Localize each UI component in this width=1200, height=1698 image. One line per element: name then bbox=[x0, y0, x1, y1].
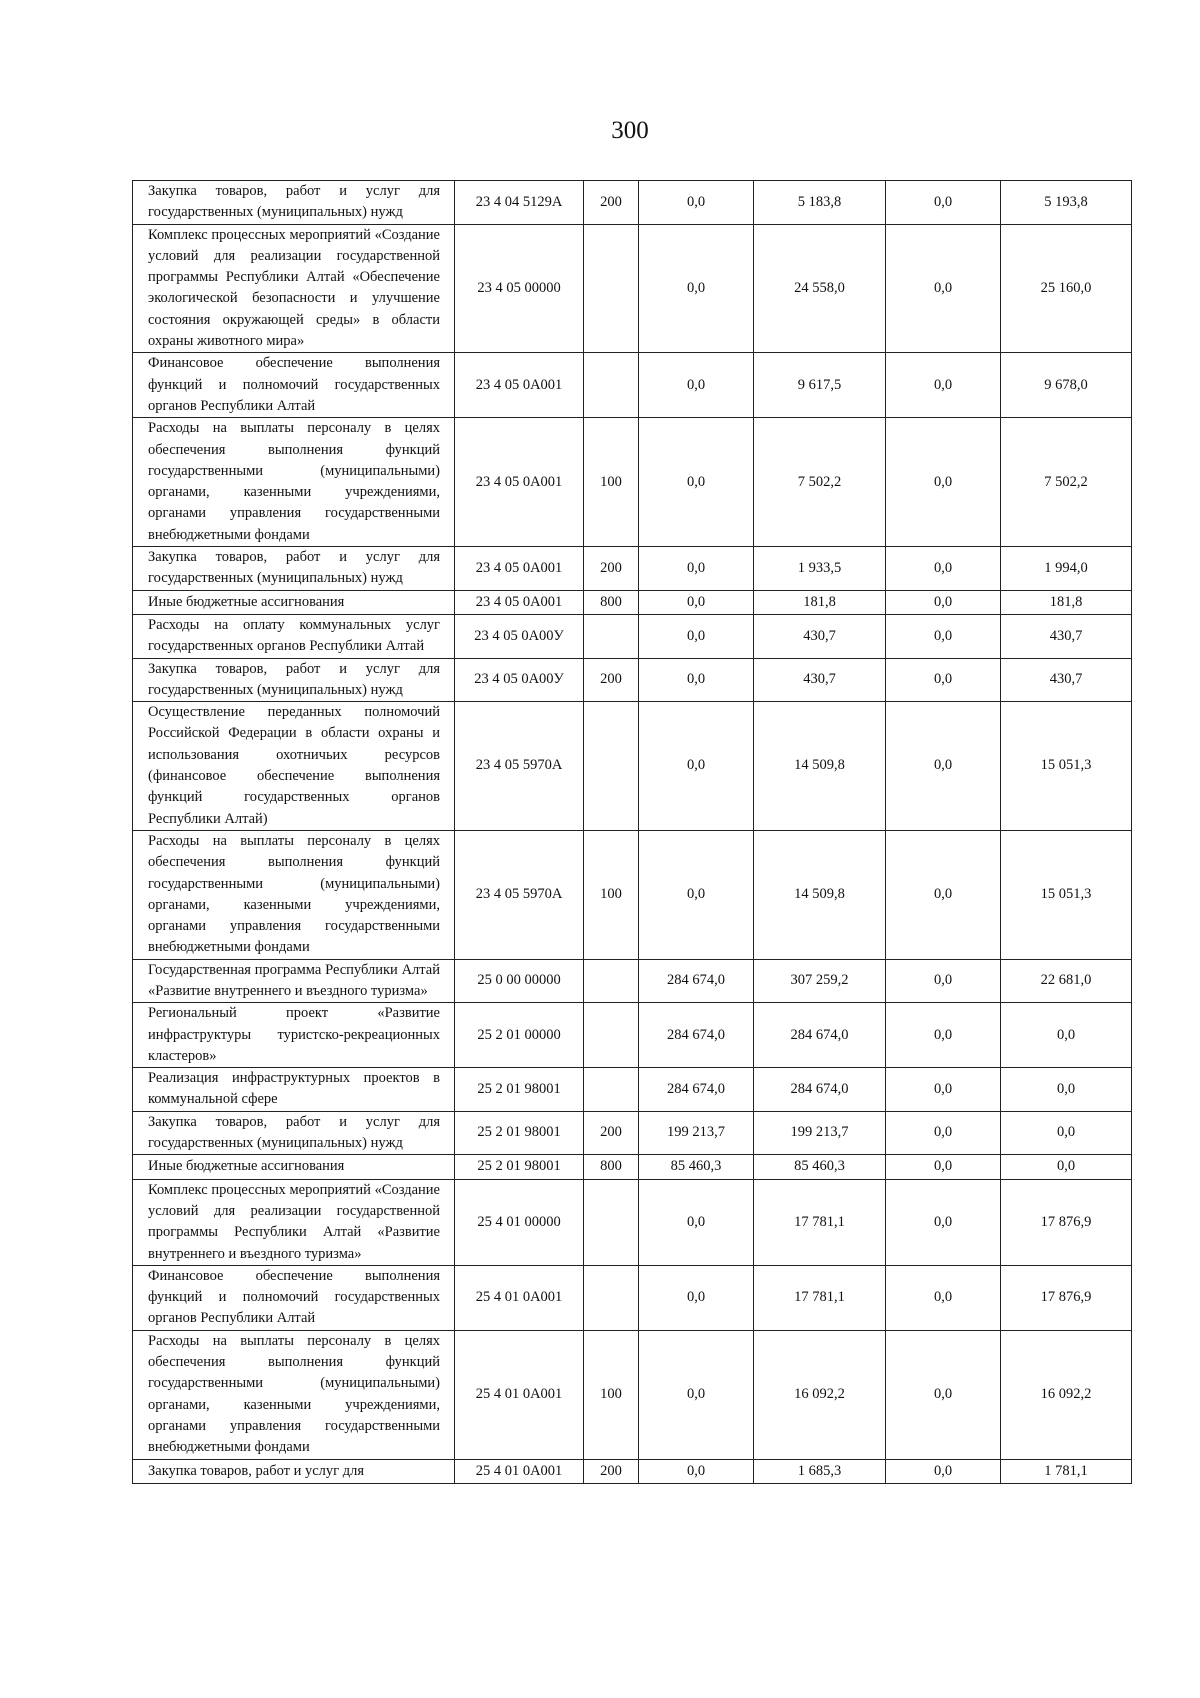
cell-name: Закупка товаров, работ и услуг для государственных (муниципальных) нужд bbox=[133, 547, 455, 591]
cell-name: Закупка товаров, работ и услуг для bbox=[133, 1459, 455, 1483]
cell-amount-1: 0,0 bbox=[639, 547, 754, 591]
cell-expense-type: 200 bbox=[584, 547, 639, 591]
cell-expense-type bbox=[584, 1265, 639, 1330]
cell-amount-3: 0,0 bbox=[886, 1459, 1001, 1483]
cell-expense-type: 100 bbox=[584, 1330, 639, 1459]
cell-amount-1: 284 674,0 bbox=[639, 959, 754, 1003]
table-row bbox=[133, 590, 1132, 614]
cell-expense-type bbox=[584, 1003, 639, 1068]
cell-expense-type bbox=[584, 1179, 639, 1265]
table-row bbox=[133, 1179, 1132, 1265]
cell-amount-1: 0,0 bbox=[639, 224, 754, 353]
cell-amount-3: 0,0 bbox=[886, 418, 1001, 547]
cell-target-code: 25 2 01 00000 bbox=[455, 1003, 584, 1068]
cell-target-code: 25 2 01 98001 bbox=[455, 1155, 584, 1179]
cell-target-code: 25 4 01 0А001 bbox=[455, 1459, 584, 1483]
cell-amount-1: 0,0 bbox=[639, 181, 754, 225]
cell-expense-type bbox=[584, 959, 639, 1003]
cell-amount-1: 0,0 bbox=[639, 1459, 754, 1483]
cell-amount-1: 0,0 bbox=[639, 418, 754, 547]
budget-table bbox=[132, 180, 1132, 1484]
cell-target-code: 23 4 05 0А001 bbox=[455, 353, 584, 418]
cell-amount-4: 0,0 bbox=[1001, 1155, 1132, 1179]
cell-amount-3: 0,0 bbox=[886, 353, 1001, 418]
cell-amount-4: 7 502,2 bbox=[1001, 418, 1132, 547]
cell-name: Региональный проект «Развитие инфраструктуры туристско-рекреационных кластеров» bbox=[133, 1003, 455, 1068]
table-row bbox=[133, 181, 1132, 225]
cell-target-code: 23 4 05 5970А bbox=[455, 830, 584, 959]
cell-amount-3: 0,0 bbox=[886, 1330, 1001, 1459]
cell-name: Закупка товаров, работ и услуг для государственных (муниципальных) нужд bbox=[133, 181, 455, 225]
cell-amount-2: 284 674,0 bbox=[754, 1003, 886, 1068]
cell-name: Закупка товаров, работ и услуг для государственных (муниципальных) нужд bbox=[133, 1111, 455, 1155]
table-row bbox=[133, 702, 1132, 831]
cell-name: Расходы на выплаты персоналу в целях обеспечения выполнения функций государственными (муниципальными) органами, казенными учреждениями, органами управления государственными внебюджетными фондами bbox=[133, 830, 455, 959]
cell-amount-1: 199 213,7 bbox=[639, 1111, 754, 1155]
cell-target-code: 23 4 04 5129А bbox=[455, 181, 584, 225]
cell-amount-3: 0,0 bbox=[886, 1265, 1001, 1330]
cell-amount-4: 15 051,3 bbox=[1001, 830, 1132, 959]
cell-amount-1: 0,0 bbox=[639, 614, 754, 658]
cell-target-code: 25 2 01 98001 bbox=[455, 1111, 584, 1155]
cell-amount-4: 17 876,9 bbox=[1001, 1179, 1132, 1265]
table-row bbox=[133, 1155, 1132, 1179]
table-row bbox=[133, 1459, 1132, 1483]
cell-name: Иные бюджетные ассигнования bbox=[133, 590, 455, 614]
cell-expense-type: 200 bbox=[584, 181, 639, 225]
cell-amount-1: 284 674,0 bbox=[639, 1003, 754, 1068]
cell-amount-1: 0,0 bbox=[639, 702, 754, 831]
cell-expense-type: 800 bbox=[584, 590, 639, 614]
cell-amount-3: 0,0 bbox=[886, 1068, 1001, 1112]
cell-name: Финансовое обеспечение выполнения функций и полномочий государственных органов Республики Алтай bbox=[133, 1265, 455, 1330]
cell-name: Государственная программа Республики Алтай «Развитие внутреннего и въездного туризма» bbox=[133, 959, 455, 1003]
cell-name: Расходы на оплату коммунальных услуг государственных органов Республики Алтай bbox=[133, 614, 455, 658]
cell-expense-type: 100 bbox=[584, 418, 639, 547]
table-row bbox=[133, 547, 1132, 591]
table-row bbox=[133, 830, 1132, 959]
cell-expense-type: 200 bbox=[584, 658, 639, 702]
cell-target-code: 23 4 05 0А00У bbox=[455, 658, 584, 702]
cell-amount-3: 0,0 bbox=[886, 1003, 1001, 1068]
cell-amount-2: 16 092,2 bbox=[754, 1330, 886, 1459]
table-row bbox=[133, 959, 1132, 1003]
cell-amount-2: 24 558,0 bbox=[754, 224, 886, 353]
cell-amount-4: 22 681,0 bbox=[1001, 959, 1132, 1003]
cell-amount-1: 284 674,0 bbox=[639, 1068, 754, 1112]
cell-expense-type: 200 bbox=[584, 1111, 639, 1155]
cell-amount-1: 0,0 bbox=[639, 830, 754, 959]
table-row bbox=[133, 1330, 1132, 1459]
cell-amount-3: 0,0 bbox=[886, 959, 1001, 1003]
cell-amount-4: 181,8 bbox=[1001, 590, 1132, 614]
cell-amount-4: 9 678,0 bbox=[1001, 353, 1132, 418]
cell-amount-4: 0,0 bbox=[1001, 1003, 1132, 1068]
cell-amount-2: 14 509,8 bbox=[754, 702, 886, 831]
cell-amount-2: 430,7 bbox=[754, 658, 886, 702]
cell-amount-1: 0,0 bbox=[639, 658, 754, 702]
cell-name: Финансовое обеспечение выполнения функций и полномочий государственных органов Республики Алтай bbox=[133, 353, 455, 418]
cell-amount-1: 0,0 bbox=[639, 353, 754, 418]
cell-name: Комплекс процессных мероприятий «Создание условий для реализации государственной программы Республики Алтай «Развитие внутреннего и въездного туризма» bbox=[133, 1179, 455, 1265]
table-row bbox=[133, 1003, 1132, 1068]
cell-amount-2: 7 502,2 bbox=[754, 418, 886, 547]
cell-amount-2: 14 509,8 bbox=[754, 830, 886, 959]
cell-amount-1: 0,0 bbox=[639, 590, 754, 614]
cell-target-code: 25 4 01 0А001 bbox=[455, 1265, 584, 1330]
cell-name: Расходы на выплаты персоналу в целях обеспечения выполнения функций государственными (муниципальными) органами, казенными учреждениями, органами управления государственными внебюджетными фондами bbox=[133, 1330, 455, 1459]
cell-target-code: 23 4 05 0А001 bbox=[455, 590, 584, 614]
cell-amount-2: 1 685,3 bbox=[754, 1459, 886, 1483]
cell-amount-4: 5 193,8 bbox=[1001, 181, 1132, 225]
cell-expense-type bbox=[584, 224, 639, 353]
cell-target-code: 23 4 05 5970А bbox=[455, 702, 584, 831]
cell-expense-type bbox=[584, 702, 639, 831]
cell-target-code: 25 4 01 0А001 bbox=[455, 1330, 584, 1459]
cell-amount-4: 16 092,2 bbox=[1001, 1330, 1132, 1459]
cell-amount-4: 0,0 bbox=[1001, 1068, 1132, 1112]
cell-expense-type bbox=[584, 614, 639, 658]
cell-amount-4: 17 876,9 bbox=[1001, 1265, 1132, 1330]
cell-amount-2: 181,8 bbox=[754, 590, 886, 614]
cell-target-code: 25 4 01 00000 bbox=[455, 1179, 584, 1265]
table-row bbox=[133, 614, 1132, 658]
cell-amount-2: 1 933,5 bbox=[754, 547, 886, 591]
cell-name: Закупка товаров, работ и услуг для государственных (муниципальных) нужд bbox=[133, 658, 455, 702]
cell-amount-1: 0,0 bbox=[639, 1265, 754, 1330]
cell-amount-3: 0,0 bbox=[886, 547, 1001, 591]
cell-amount-1: 85 460,3 bbox=[639, 1155, 754, 1179]
cell-amount-4: 0,0 bbox=[1001, 1111, 1132, 1155]
cell-amount-2: 9 617,5 bbox=[754, 353, 886, 418]
cell-amount-4: 430,7 bbox=[1001, 614, 1132, 658]
cell-target-code: 23 4 05 0А001 bbox=[455, 418, 584, 547]
cell-amount-3: 0,0 bbox=[886, 590, 1001, 614]
page-number: 300 bbox=[611, 117, 649, 144]
cell-amount-3: 0,0 bbox=[886, 614, 1001, 658]
table-row bbox=[133, 418, 1132, 547]
cell-name: Расходы на выплаты персоналу в целях обеспечения выполнения функций государственными (муниципальными) органами, казенными учреждениями, органами управления государственными внебюджетными фондами bbox=[133, 418, 455, 547]
cell-amount-2: 17 781,1 bbox=[754, 1179, 886, 1265]
cell-amount-1: 0,0 bbox=[639, 1330, 754, 1459]
cell-amount-2: 5 183,8 bbox=[754, 181, 886, 225]
cell-amount-4: 15 051,3 bbox=[1001, 702, 1132, 831]
cell-target-code: 23 4 05 0А00У bbox=[455, 614, 584, 658]
cell-amount-3: 0,0 bbox=[886, 224, 1001, 353]
cell-expense-type bbox=[584, 353, 639, 418]
cell-amount-4: 430,7 bbox=[1001, 658, 1132, 702]
table-row bbox=[133, 1068, 1132, 1112]
table-row bbox=[133, 658, 1132, 702]
cell-name: Реализация инфраструктурных проектов в коммунальной сфере bbox=[133, 1068, 455, 1112]
cell-name: Иные бюджетные ассигнования bbox=[133, 1155, 455, 1179]
cell-expense-type bbox=[584, 1068, 639, 1112]
cell-amount-2: 284 674,0 bbox=[754, 1068, 886, 1112]
cell-amount-3: 0,0 bbox=[886, 1155, 1001, 1179]
cell-amount-3: 0,0 bbox=[886, 181, 1001, 225]
table-row bbox=[133, 353, 1132, 418]
cell-amount-3: 0,0 bbox=[886, 702, 1001, 831]
cell-amount-2: 430,7 bbox=[754, 614, 886, 658]
table-row bbox=[133, 1265, 1132, 1330]
cell-target-code: 25 0 00 00000 bbox=[455, 959, 584, 1003]
cell-amount-2: 85 460,3 bbox=[754, 1155, 886, 1179]
cell-amount-4: 25 160,0 bbox=[1001, 224, 1132, 353]
cell-amount-3: 0,0 bbox=[886, 658, 1001, 702]
cell-amount-2: 17 781,1 bbox=[754, 1265, 886, 1330]
cell-expense-type: 200 bbox=[584, 1459, 639, 1483]
cell-name: Комплекс процессных мероприятий «Создание условий для реализации государственной программы Республики Алтай «Обеспечение экологической безопасности и улучшение состояния окружающей среды» в области охраны животного мира» bbox=[133, 224, 455, 353]
cell-target-code: 25 2 01 98001 bbox=[455, 1068, 584, 1112]
cell-expense-type: 100 bbox=[584, 830, 639, 959]
cell-target-code: 23 4 05 0А001 bbox=[455, 547, 584, 591]
cell-target-code: 23 4 05 00000 bbox=[455, 224, 584, 353]
cell-amount-3: 0,0 bbox=[886, 830, 1001, 959]
cell-amount-4: 1 994,0 bbox=[1001, 547, 1132, 591]
cell-amount-3: 0,0 bbox=[886, 1111, 1001, 1155]
cell-amount-3: 0,0 bbox=[886, 1179, 1001, 1265]
cell-amount-2: 307 259,2 bbox=[754, 959, 886, 1003]
cell-amount-2: 199 213,7 bbox=[754, 1111, 886, 1155]
table-row bbox=[133, 224, 1132, 353]
cell-expense-type: 800 bbox=[584, 1155, 639, 1179]
cell-amount-1: 0,0 bbox=[639, 1179, 754, 1265]
table-row bbox=[133, 1111, 1132, 1155]
cell-name: Осуществление переданных полномочий Российской Федерации в области охраны и использования охотничьих ресурсов (финансовое обеспечение выполнения функций государственных органов Республики Алтай) bbox=[133, 702, 455, 831]
cell-amount-4: 1 781,1 bbox=[1001, 1459, 1132, 1483]
